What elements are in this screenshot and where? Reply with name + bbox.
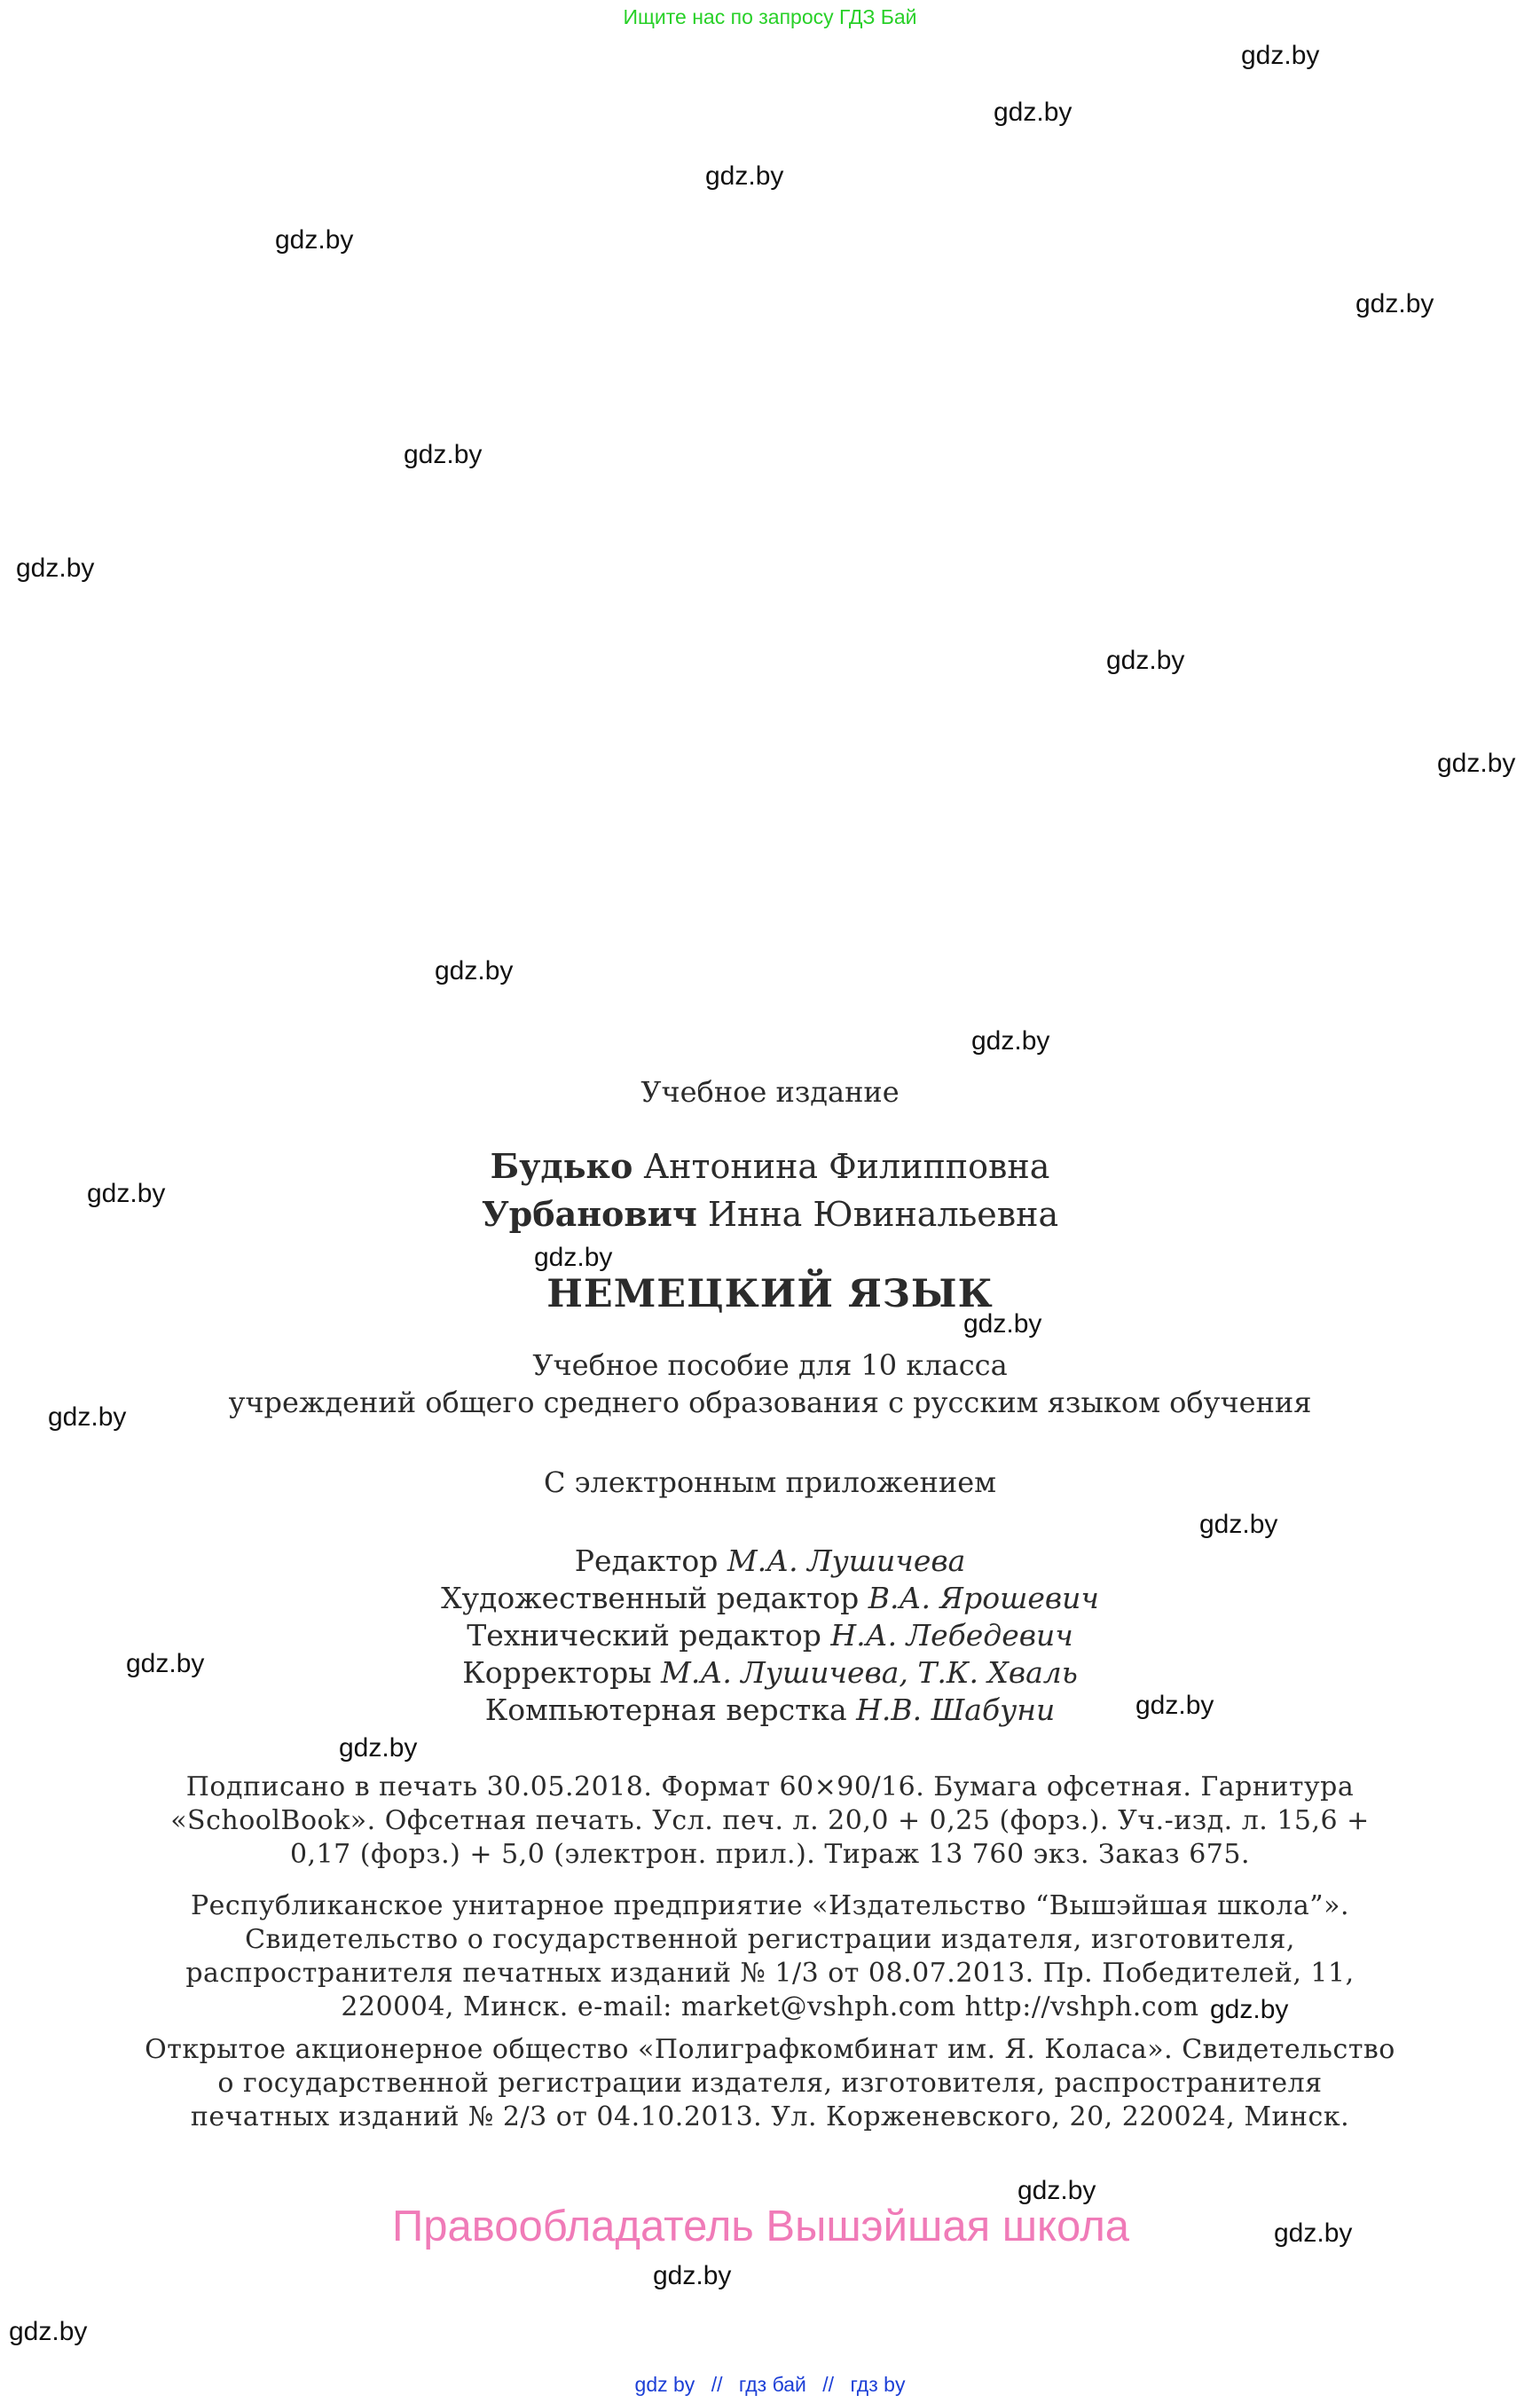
print-line: Подписано в печать 30.05.2018. Формат 60×90/16. Бумага офсетная. Гарнитура xyxy=(185,1771,1355,1802)
credit-layout xyxy=(0,1692,1540,1727)
print-details xyxy=(0,1771,1540,1872)
footer-link-gdz-bai[interactable]: гдз бай xyxy=(738,2373,806,2396)
publisher-line: 220004, Минск. e-mail: market@vshph.com http://vshph.com xyxy=(341,1991,1199,2022)
supplement-note: С электронным приложением xyxy=(543,1465,997,1499)
credit-role: Технический редактор xyxy=(467,1618,821,1653)
watermark: gdz.by xyxy=(705,161,784,191)
printer-line: Открытое акционерное общество «Полиграфкомбинат им. Я. Коласа». Свидетельство xyxy=(145,2034,1395,2065)
author-2-given: Инна Ювинальевна xyxy=(707,1195,1059,1234)
watermark: gdz.by xyxy=(48,1402,127,1432)
publisher-line: Республиканское унитарное предприятие «Издательство “Вышэйшая школа”». xyxy=(190,1890,1350,1921)
watermark: gdz.by xyxy=(1135,1691,1214,1720)
publisher-details xyxy=(0,1889,1540,2024)
footer-links xyxy=(0,2373,1540,2397)
credit-role: Редактор xyxy=(574,1543,719,1578)
watermark: gdz.by xyxy=(1018,2176,1096,2205)
watermark: gdz.by xyxy=(1199,1510,1278,1539)
credit-role: Корректоры xyxy=(462,1655,652,1690)
copyright-notice: Правообладатель Вышэйшая школа xyxy=(392,2203,1130,2250)
subtitle-line-2: учреждений общего среднего образования с русским языком обучения xyxy=(228,1386,1312,1419)
credit-role: Художественный редактор xyxy=(441,1581,860,1615)
watermark: gdz.by xyxy=(1106,646,1185,675)
credit-person: В.А. Ярошевич xyxy=(868,1581,1099,1615)
footer-separator: // xyxy=(711,2373,723,2396)
watermark: gdz.by xyxy=(16,554,95,583)
footer-link-gdz-by-cyr[interactable]: гдз by xyxy=(850,2373,906,2396)
watermark: gdz.by xyxy=(275,225,354,255)
footer-separator: // xyxy=(822,2373,835,2396)
author-2 xyxy=(0,1194,1540,1234)
publisher-line: Свидетельство о государственной регистрации издателя, изготовителя, xyxy=(245,1924,1295,1955)
credit-person: М.А. Лушичева xyxy=(727,1543,966,1578)
watermark: gdz.by xyxy=(435,956,514,986)
watermark: gdz.by xyxy=(126,1649,205,1678)
edition-type: Учебное издание xyxy=(640,1075,900,1109)
footer-link-gdz-by[interactable]: gdz by xyxy=(634,2373,695,2396)
subtitle-line-1: Учебное пособие для 10 класса xyxy=(532,1348,1008,1382)
author-1-surname: Будько xyxy=(490,1146,633,1186)
book-title: НЕМЕЦКИЙ ЯЗЫК xyxy=(546,1272,994,1316)
author-1-given: Антонина Филипповна xyxy=(643,1147,1050,1186)
credit-art-editor xyxy=(0,1581,1540,1615)
credit-proofreaders xyxy=(0,1655,1540,1690)
watermark: gdz.by xyxy=(1355,289,1434,318)
watermark: gdz.by xyxy=(1274,2218,1353,2248)
print-line: «SchoolBook». Офсетная печать. Усл. печ. л. 20,0 + 0,25 (форз.). Уч.-изд. л. 15,6 + xyxy=(170,1805,1370,1836)
watermark: gdz.by xyxy=(1210,1995,1289,2024)
watermark: gdz.by xyxy=(9,2317,88,2346)
watermark: gdz.by xyxy=(339,1733,418,1763)
watermark: gdz.by xyxy=(1437,749,1516,778)
printer-line: печатных изданий № 2/3 от 04.10.2013. Ул. Корженевского, 20, 220024, Минск. xyxy=(190,2101,1350,2132)
credit-role: Компьютерная верстка xyxy=(484,1692,847,1727)
credit-person: Н.В. Шабуни xyxy=(856,1692,1056,1727)
top-banner: Ищите нас по запросу ГДЗ Бай xyxy=(623,5,917,28)
watermark: gdz.by xyxy=(653,2261,732,2290)
watermark: gdz.by xyxy=(963,1309,1042,1339)
credit-person: М.А. Лушичева, Т.К. Хваль xyxy=(661,1655,1078,1690)
printer-details xyxy=(0,2033,1540,2134)
watermark: gdz.by xyxy=(534,1243,613,1272)
credit-editor xyxy=(0,1543,1540,1578)
publisher-line: распространителя печатных изданий № 1/3 от 08.07.2013. Пр. Победителей, 11, xyxy=(185,1958,1355,1989)
watermark: gdz.by xyxy=(404,440,483,469)
author-1 xyxy=(0,1146,1540,1186)
watermark: gdz.by xyxy=(971,1026,1050,1056)
watermark: gdz.by xyxy=(1241,41,1320,70)
credit-tech-editor xyxy=(0,1618,1540,1653)
watermark: gdz.by xyxy=(87,1179,166,1208)
credit-person: Н.А. Лебедевич xyxy=(830,1618,1073,1653)
watermark: gdz.by xyxy=(994,98,1072,127)
author-2-surname: Урбанович xyxy=(481,1194,697,1234)
printer-line: о государственной регистрации издателя, изготовителя, распространителя xyxy=(217,2068,1323,2099)
print-line: 0,17 (форз.) + 5,0 (электрон. прил.). Тираж 13 760 экз. Заказ 675. xyxy=(289,1839,1251,1870)
